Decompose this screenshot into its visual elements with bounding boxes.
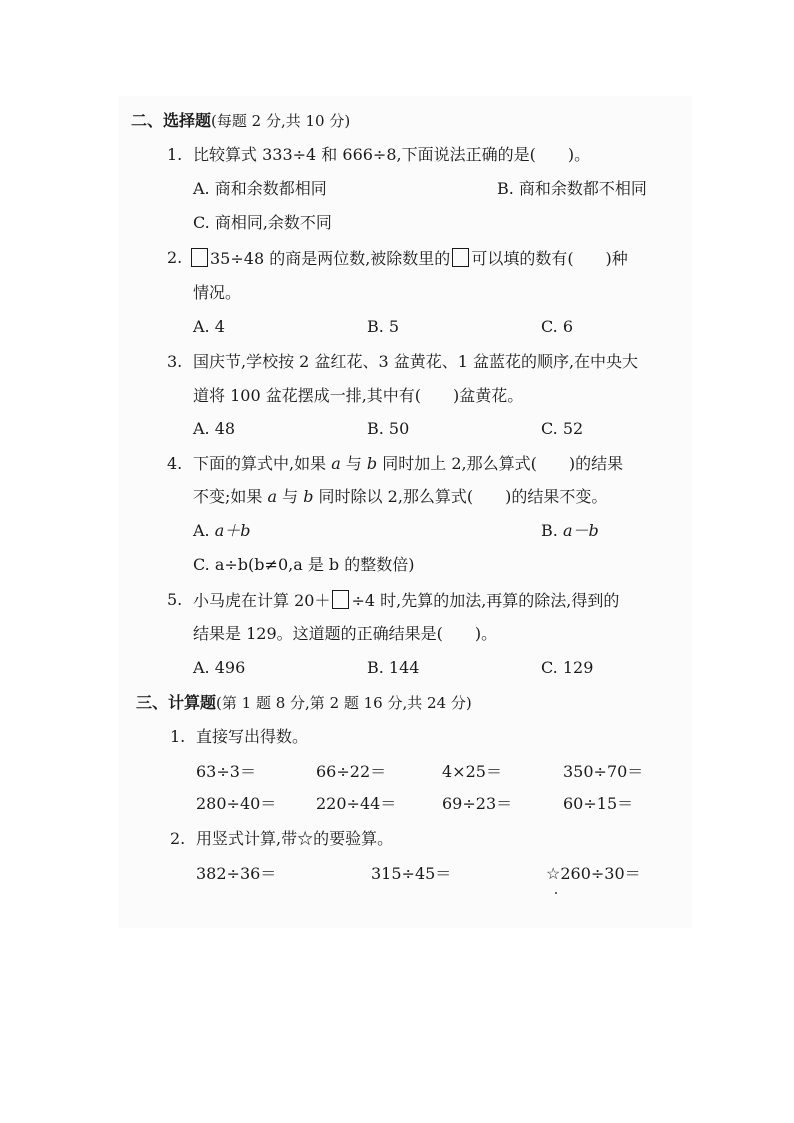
q4-l2-part2: 与	[277, 487, 304, 506]
q3-stem-line1: 国庆节,学校按 2 盆红花、3 盆黄花、1 盆蓝花的顺序,在中央大	[193, 352, 639, 371]
q2-stem-line2: 情况。	[193, 283, 242, 302]
calc-item: 60÷15＝	[563, 794, 634, 813]
q2-option-c: C. 6	[541, 317, 574, 336]
q2-stem-part1: 35÷48 的商是两位数,被除数里的	[210, 249, 451, 268]
q2-stem-part2: 可以填的数有( )种	[471, 249, 628, 268]
calc-q2-stem: 用竖式计算,带☆的要验算。	[196, 829, 394, 848]
q4-option-b-label: B.	[541, 521, 558, 540]
q2-option-a: A. 4	[193, 317, 225, 336]
q4-option-b	[541, 521, 599, 541]
scan-speck	[555, 892, 557, 894]
q4-option-a-expr: a＋b	[214, 521, 251, 540]
calc-item: 350÷70＝	[563, 762, 644, 781]
calc-item: 63÷3＝	[196, 762, 256, 781]
q4-stem-line1	[193, 454, 623, 474]
q4-option-c-expr: a÷b(b≠0,a 是 b 的整数倍)	[214, 555, 415, 574]
vertical-calc-item: 315÷45＝	[371, 864, 452, 883]
q5-stem-part2: ÷4 时,先算的加法,再算的除法,得到的	[351, 591, 620, 610]
calc-item: 220÷44＝	[316, 794, 397, 813]
section2-note: (每题 2 分,共 10 分)	[211, 112, 351, 130]
var-b: b	[303, 487, 314, 506]
blank-box	[332, 590, 349, 609]
q1-option-c: C. 商相同,余数不同	[193, 213, 332, 232]
var-a: a	[331, 454, 341, 473]
q4-l1-part2: 与	[340, 454, 367, 473]
q4-option-b-expr: a－b	[562, 521, 599, 540]
vertical-calc-item-starred: ☆260÷30＝	[546, 864, 641, 883]
q1-stem: 比较算式 333÷4 和 666÷8,下面说法正确的是( )。	[193, 145, 591, 164]
var-a: a	[267, 487, 278, 506]
section2-title: 二、选择题	[131, 111, 212, 130]
q1-option-a: A. 商和余数都相同	[193, 179, 327, 198]
q5-stem-line2: 结果是 129。这道题的正确结果是( )。	[193, 624, 498, 643]
blank-box	[191, 248, 208, 267]
q4-option-c	[193, 555, 415, 575]
calc-item: 66÷22＝	[316, 762, 387, 781]
q5-option-a: A. 496	[193, 658, 246, 677]
q2-stem-line1	[189, 248, 628, 269]
q3-number: 3.	[167, 352, 183, 371]
q4-number: 4.	[167, 454, 183, 473]
calc-item: 69÷23＝	[442, 794, 513, 813]
q4-option-a-label: A.	[193, 521, 210, 540]
calc-item: 280÷40＝	[196, 794, 277, 813]
vertical-calc-item: 382÷36＝	[196, 864, 277, 883]
q1-number: 1.	[167, 145, 183, 164]
q2-option-b: B. 5	[367, 317, 400, 336]
section3-heading	[136, 693, 472, 713]
q1-option-b: B. 商和余数都不相同	[497, 179, 647, 198]
q3-option-a: A. 48	[193, 419, 236, 438]
calc-item: 4×25＝	[442, 762, 502, 781]
q2-number: 2.	[167, 248, 183, 267]
section3-note: (第 1 题 8 分,第 2 题 16 分,共 24 分)	[216, 694, 472, 712]
q3-option-b: B. 50	[367, 419, 410, 438]
q4-option-a	[193, 521, 251, 541]
q4-option-c-label: C.	[193, 555, 210, 574]
q5-option-b: B. 144	[367, 658, 420, 677]
q5-option-c: C. 129	[541, 658, 594, 677]
q4-l1-part1: 下面的算式中,如果	[193, 454, 332, 473]
calc-q1-stem: 直接写出得数。	[196, 727, 309, 746]
q5-number: 5.	[167, 590, 183, 609]
q4-stem-line2	[193, 487, 607, 507]
q5-stem-line1	[193, 590, 619, 611]
q5-stem-part1: 小马虎在计算 20＋	[193, 591, 331, 610]
q4-l1-part3: 同时加上 2,那么算式( )的结果	[377, 454, 624, 473]
calc-q1-number: 1.	[170, 727, 186, 746]
section3-title: 三、计算题	[136, 693, 217, 712]
q4-l2-part1: 不变;如果	[193, 487, 268, 506]
section2-heading	[131, 111, 350, 131]
q3-stem-line2: 道将 100 盆花摆成一排,其中有( )盆黄花。	[193, 386, 524, 405]
var-b: b	[366, 454, 378, 473]
q3-option-c: C. 52	[541, 419, 584, 438]
q4-l2-part3: 同时除以 2,那么算式( )的结果不变。	[313, 487, 608, 506]
calc-q2-number: 2.	[170, 829, 186, 848]
blank-box	[452, 248, 469, 267]
